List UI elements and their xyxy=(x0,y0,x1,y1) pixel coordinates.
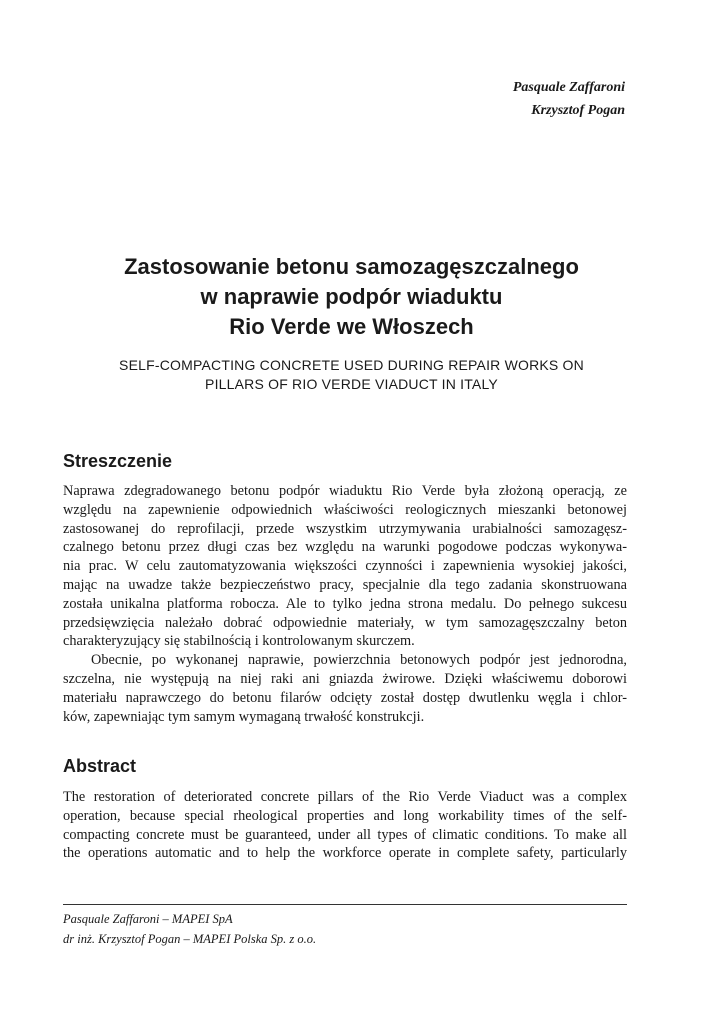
text-line: względu na zapewnienie odpowiednich właściwości reologicznych mieszanki betonowej xyxy=(63,501,627,518)
text-line: szczelna, nie występują na niej raki ani gniazda żwirowe. Dzięki właściwemu doborowi xyxy=(63,670,627,687)
page-title xyxy=(0,252,703,342)
text-line: nia prac. W celu zautomatyzowania większości czynności i zapewnienia wysokiej jakości, xyxy=(63,558,627,575)
title-line: Rio Verde we Włoszech xyxy=(229,314,474,339)
streszczenie-body xyxy=(63,482,627,726)
text-line: została unikalna platforma robocza. Ale to tylko jedna strona medalu. Do pełnego sukcesu xyxy=(63,595,627,612)
authors-block xyxy=(513,76,625,122)
text-line: the operations automatic and to help the workforce operate in complete safety, particularly xyxy=(63,845,627,862)
footnote: Pasquale Zaffaroni – MAPEI SpA xyxy=(63,912,233,926)
text-line: The restoration of deteriorated concrete pillars of the Rio Verde Viaduct was a complex xyxy=(63,789,627,805)
text-line: Naprawa zdegradowanego betonu podpór wiaduktu Rio Verde była złożoną operacją, ze xyxy=(63,483,627,499)
streszczenie-heading: Streszczenie xyxy=(63,451,173,471)
abstract-heading: Abstract xyxy=(63,756,137,776)
text-line: zastosowanej do reprofilacji, przede wszystkim utrzymywania urabialności samozagęsz- xyxy=(63,520,627,537)
title-line: Zastosowanie betonu samozagęszczalnego xyxy=(124,254,579,279)
text-line: operation, because special rheological properties and long workability times of the self- xyxy=(63,807,627,824)
abstract-body xyxy=(63,788,627,863)
text-line: Obecnie, po wykonanej naprawie, powierzchnia betonowych podpór jest jednorodna, xyxy=(91,652,627,669)
footnote-divider xyxy=(63,904,627,905)
text-line: mając na uwadze także bezpieczeństwo pracy, specjalnie dla tego zadania skonstruowana xyxy=(63,576,627,593)
author-name: Krzysztof Pogan xyxy=(531,103,625,118)
text-line: przedsięwzięcia należało dobrać odpowiednie materiały, w tym samozagęszczalny beton xyxy=(63,614,627,631)
footnotes xyxy=(63,909,316,949)
text-line: czalnego betonu przez długi czas bez względu na warunki pogodowe podczas wykonywa- xyxy=(63,539,627,556)
text-line: materiału naprawczego do betonu filarów odcięty został dostęp dwutlenku węgla i chlor- xyxy=(63,689,627,706)
text-line: ków, zapewniając tym samym wymaganą trwałość konstrukcji. xyxy=(63,708,425,725)
subtitle-line: PILLARS OF RIO VERDE VIADUCT IN ITALY xyxy=(205,376,498,392)
footnote: dr inż. Krzysztof Pogan – MAPEI Polska Sp. z o.o. xyxy=(63,932,317,946)
subtitle-line: SELF-COMPACTING CONCRETE USED DURING REPAIR WORKS ON xyxy=(119,357,584,373)
english-subtitle xyxy=(0,356,703,394)
text-line: charakteryzujący się stabilnością i kontrolowanym skurczem. xyxy=(63,633,415,650)
author-name: Pasquale Zaffaroni xyxy=(512,80,625,95)
text-line: compacting concrete must be guaranteed, under all types of climatic conditions. To make all xyxy=(63,826,627,843)
title-line: w naprawie podpór wiaduktu xyxy=(200,284,503,309)
